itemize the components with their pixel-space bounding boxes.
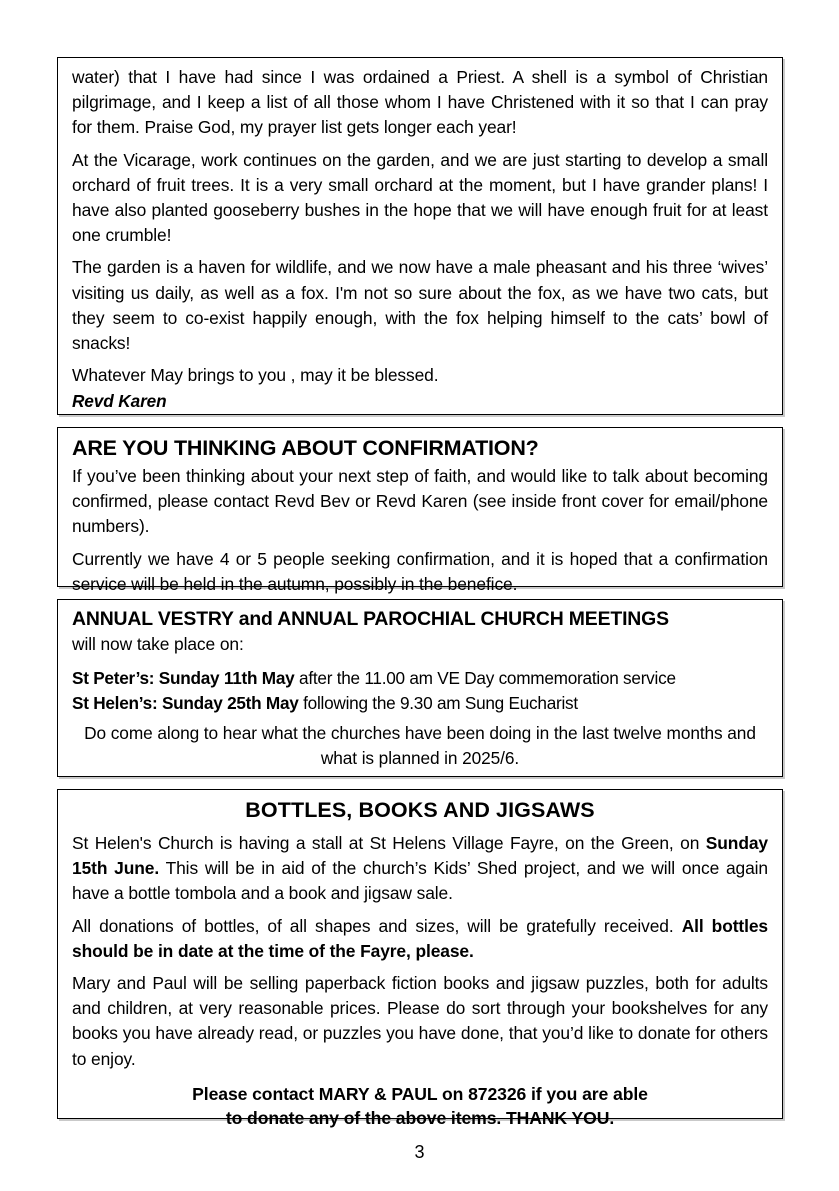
vicar-letter-box <box>57 57 783 415</box>
letter-signature: Revd Karen <box>72 391 167 412</box>
vestry-entry-st-helens <box>72 691 768 717</box>
confirmation-heading: ARE YOU THINKING ABOUT CONFIRMATION? <box>72 436 539 460</box>
bottles-donations-text: All donations of bottles, of all shapes and sizes, will be gratefully received. <box>72 915 682 936</box>
confirmation-paragraph-2: Currently we have 4 or 5 people seeking confirmation, and it is hoped that a confirmation service will be held in the autumn, possibly in the benefice. <box>72 548 768 594</box>
letter-paragraph-1: water) that I have had since I was ordained a Priest. A shell is a symbol of Christian pilgrimage, and I keep a list of all those whom I have Christened with it so that I can pray for them. Praise God, my prayer list gets longer each year! <box>72 67 768 138</box>
letter-paragraph-4: Whatever May brings to you , may it be blessed. <box>72 365 439 386</box>
vestry-entry-st-peters-detail: after the 11.00 am VE Day commemoration service <box>294 667 676 688</box>
confirmation-paragraph-1: If you’ve been thinking about your next step of faith, and would like to talk about becoming confirmed, please contact Revd Bev or Revd Karen (see inside front cover for email/phone numbers). <box>72 466 768 537</box>
vicar-letter-content <box>58 58 782 418</box>
vestry-meetings-box <box>57 599 783 777</box>
letter-paragraph-3: The garden is a haven for wildlife, and we now have a male pheasant and his three ‘wives’ visiting us daily, as well as a fox. I'm not so sure about the fox, as we have two cats, but they seem to co-exist happily enough, with the fox helping himself to the cats’ bowl of snacks! <box>72 257 768 354</box>
vestry-entry-st-helens-date: St Helen’s: Sunday 25th May <box>72 693 299 713</box>
bottles-books-jigsaws-content <box>58 790 782 1136</box>
bottles-paragraph-1-lead: St Helen's Church is having a stall at St Helens Village Fayre, on the Green, on <box>72 833 706 853</box>
vestry-heading: ANNUAL VESTRY and ANNUAL PAROCHIAL CHURCH MEETINGS <box>72 608 669 630</box>
vestry-closing-note: Do come along to hear what the churches have been doing in the last twelve months and what is planned in 2025/6. <box>84 722 756 768</box>
vestry-meetings-content <box>58 600 782 778</box>
bottles-paragraph-2 <box>72 914 768 964</box>
vestry-subheading: will now take place on: <box>72 634 244 654</box>
bottles-paragraph-1-tail: This will be in aid of the church’s Kids’ Shed project, and we will once again have a bottle tombola and a book and jigsaw sale. <box>72 858 768 904</box>
confirmation-box <box>57 427 783 594</box>
vestry-entry-st-peters-date: St Peter’s: Sunday 11th May <box>72 667 295 688</box>
bottles-paragraph-1 <box>72 831 768 907</box>
bottles-heading: BOTTLES, BOOKS AND JIGSAWS <box>245 798 595 822</box>
letter-paragraph-2: At the Vicarage, work continues on the garden, and we are just starting to develop a small orchard of fruit trees. It is a very small orchard at the moment, but I have grander plans! I have also planted gooseberry bushes in the hope that we will have enough fruit for at least one crumble! <box>72 149 768 246</box>
bottles-contact-line-1: Please contact MARY & PAUL on 872326 if you are able <box>192 1083 648 1104</box>
confirmation-content <box>58 428 782 603</box>
page-number: 3 <box>414 1142 425 1162</box>
bottles-in-date-notice: All bottles should be in date at the time of the Fayre, please. <box>72 915 768 961</box>
bottles-contact-line-2: to donate any of the above items. THANK YOU. <box>225 1107 615 1128</box>
bottles-fayre-date: Sunday 15th June. <box>72 833 768 879</box>
bottles-paragraph-3: Mary and Paul will be selling paperback fiction books and jigsaw puzzles, both for adults and children, at very reasonable prices. Please do sort through your bookshelves for any books you have already read, or puzzles you have done, that you’d like to donate for others to enjoy. <box>72 973 768 1069</box>
vestry-entry-st-helens-detail: following the 9.30 am Sung Eucharist <box>298 693 578 713</box>
vestry-entry-st-peters <box>72 666 768 692</box>
bottles-books-jigsaws-box <box>57 789 783 1128</box>
